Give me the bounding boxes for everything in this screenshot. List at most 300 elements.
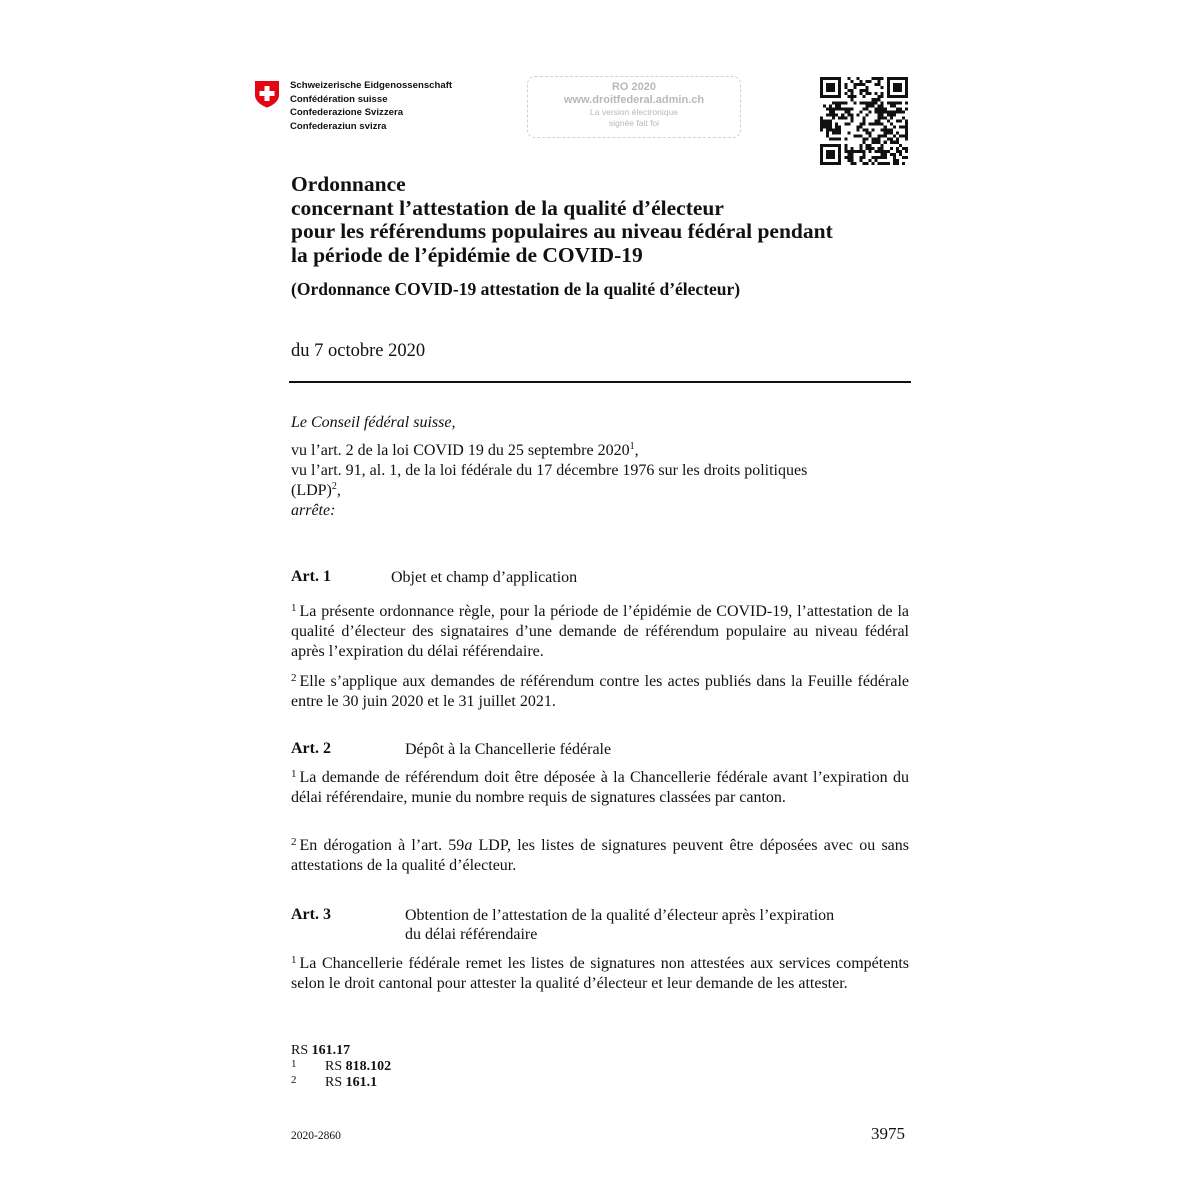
qr-module	[875, 141, 878, 144]
qr-module	[820, 89, 823, 92]
qr-module	[850, 113, 853, 116]
qr-module	[844, 138, 847, 141]
qr-module	[829, 138, 832, 141]
qr-module	[878, 80, 881, 83]
qr-module	[896, 141, 899, 144]
qr-module	[856, 150, 859, 153]
qr-module	[826, 129, 829, 132]
qr-module	[829, 129, 832, 132]
article-2-paragraph-1	[291, 768, 909, 808]
qr-module	[826, 135, 829, 138]
qr-module	[832, 113, 835, 116]
qr-module	[878, 95, 881, 98]
qr-module	[905, 92, 908, 95]
qr-module	[893, 141, 896, 144]
qr-module	[878, 123, 881, 126]
legal-basis-text: (LDP)	[291, 482, 332, 499]
qr-module	[884, 135, 887, 138]
qr-module	[869, 110, 872, 113]
qr-module	[820, 126, 823, 129]
qr-module	[875, 119, 878, 122]
qr-module	[890, 141, 893, 144]
qr-module	[866, 92, 869, 95]
qr-module	[844, 116, 847, 119]
qr-module	[881, 107, 884, 110]
qr-module	[832, 150, 835, 153]
qr-module	[859, 126, 862, 129]
qr-module	[826, 77, 829, 80]
qr-module	[838, 80, 841, 83]
qr-module	[905, 107, 908, 110]
qr-module	[896, 150, 899, 153]
qr-module	[841, 107, 844, 110]
qr-module	[893, 159, 896, 162]
qr-module	[847, 95, 850, 98]
article-title	[405, 906, 834, 944]
qr-module	[902, 95, 905, 98]
qr-module	[838, 95, 841, 98]
qr-module	[899, 95, 902, 98]
qr-module	[899, 86, 902, 89]
qr-module	[872, 129, 875, 132]
qr-module	[838, 92, 841, 95]
qr-module	[869, 92, 872, 95]
qr-module	[902, 156, 905, 159]
qr-module	[823, 126, 826, 129]
qr-module	[844, 101, 847, 104]
qr-module	[905, 83, 908, 86]
confederation-line: Confederazione Svizzera	[290, 107, 404, 118]
qr-module	[862, 116, 865, 119]
qr-module	[832, 89, 835, 92]
qr-module	[899, 101, 902, 104]
qr-module	[866, 89, 869, 92]
qr-module	[872, 98, 875, 101]
footnote-number: 2	[291, 1074, 297, 1086]
qr-module	[829, 150, 832, 153]
article-title: Objet et champ d’application	[391, 569, 578, 586]
qr-module	[866, 147, 869, 150]
qr-module	[826, 95, 829, 98]
qr-module	[838, 77, 841, 80]
qr-module	[875, 156, 878, 159]
title-divider	[289, 381, 911, 383]
rs-reference	[291, 1043, 350, 1059]
qr-module	[869, 147, 872, 150]
qr-module	[856, 135, 859, 138]
article-number: Art. 2	[291, 740, 331, 757]
qr-module	[847, 89, 850, 92]
qr-module	[866, 107, 869, 110]
qr-module	[859, 150, 862, 153]
qr-module	[905, 77, 908, 80]
qr-module	[832, 101, 835, 104]
qr-module	[820, 156, 823, 159]
qr-module	[881, 116, 884, 119]
qr-module	[878, 156, 881, 159]
qr-module	[866, 104, 869, 107]
qr-module	[859, 159, 862, 162]
qr-module	[896, 162, 899, 165]
qr-module	[832, 129, 835, 132]
qr-module	[838, 126, 841, 129]
qr-module	[881, 113, 884, 116]
qr-module	[862, 129, 865, 132]
qr-module	[887, 132, 890, 135]
punctuation: ,	[336, 482, 341, 499]
qr-module	[859, 80, 862, 83]
qr-module	[841, 113, 844, 116]
qr-module	[878, 162, 881, 165]
qr-module	[835, 101, 838, 104]
qr-module	[896, 138, 899, 141]
qr-module	[847, 113, 850, 116]
qr-module	[826, 89, 829, 92]
qr-module	[896, 132, 899, 135]
qr-module	[884, 107, 887, 110]
qr-module	[905, 126, 908, 129]
paragraph-number: 1	[291, 768, 297, 780]
qr-module	[829, 95, 832, 98]
qr-module	[878, 110, 881, 113]
qr-module	[847, 150, 850, 153]
qr-module	[820, 116, 823, 119]
qr-module	[872, 77, 875, 80]
qr-module	[853, 86, 856, 89]
rs-prefix: RS	[325, 1075, 343, 1090]
qr-module	[823, 77, 826, 80]
qr-module	[850, 162, 853, 165]
qr-module	[850, 150, 853, 153]
qr-module	[896, 86, 899, 89]
qr-module	[905, 138, 908, 141]
qr-module	[847, 156, 850, 159]
qr-module	[881, 162, 884, 165]
qr-module	[832, 162, 835, 165]
qr-module	[896, 89, 899, 92]
qr-module	[902, 162, 905, 165]
qr-module	[905, 150, 908, 153]
qr-module	[826, 132, 829, 135]
page-number: 3975	[871, 1124, 905, 1143]
qr-module	[878, 113, 881, 116]
article-2-paragraph-2	[291, 836, 909, 876]
qr-module	[890, 101, 893, 104]
qr-module	[899, 83, 902, 86]
qr-module	[887, 138, 890, 141]
qr-module	[862, 153, 865, 156]
qr-module	[820, 83, 823, 86]
qr-module	[887, 119, 890, 122]
qr-module	[838, 86, 841, 89]
qr-module	[862, 107, 865, 110]
qr-module	[887, 92, 890, 95]
qr-module	[850, 147, 853, 150]
article-1-paragraph-2	[291, 672, 909, 712]
qr-module	[887, 110, 890, 113]
qr-module	[866, 138, 869, 141]
qr-module	[859, 147, 862, 150]
qr-module	[853, 135, 856, 138]
qr-module	[878, 150, 881, 153]
article-1-heading	[291, 568, 331, 586]
qr-module	[820, 144, 823, 147]
qr-module	[820, 95, 823, 98]
qr-module	[832, 95, 835, 98]
qr-module	[835, 123, 838, 126]
qr-module	[826, 123, 829, 126]
qr-module	[862, 123, 865, 126]
qr-module	[862, 89, 865, 92]
confederation-line: Schweizerische Eidgenossenschaft	[290, 80, 453, 91]
document-id: 2020-2860	[291, 1130, 341, 1142]
qr-module	[875, 107, 878, 110]
qr-module	[887, 80, 890, 83]
qr-module	[829, 123, 832, 126]
qr-module	[829, 156, 832, 159]
footnote-ref: 1	[629, 441, 635, 452]
qr-module	[832, 107, 835, 110]
qr-module	[844, 156, 847, 159]
qr-module	[850, 80, 853, 83]
qr-module	[902, 126, 905, 129]
qr-module	[893, 89, 896, 92]
qr-module	[820, 80, 823, 83]
article-title: Dépôt à la Chancellerie fédérale	[405, 741, 612, 758]
short-title: (Ordonnance COVID-19 attestation de la qualité d’électeur)	[291, 279, 741, 299]
qr-module	[850, 153, 853, 156]
footnote-ref: 2	[331, 481, 337, 492]
qr-module	[847, 110, 850, 113]
title-line: pour les référendums populaires au niveau fédéral pendant	[291, 219, 833, 243]
qr-module	[887, 83, 890, 86]
qr-module	[884, 153, 887, 156]
title-line: la période de l’épidémie de COVID-19	[291, 242, 643, 267]
qr-module	[869, 135, 872, 138]
qr-module	[872, 162, 875, 165]
qr-module	[899, 150, 902, 153]
qr-module	[859, 135, 862, 138]
qr-module	[866, 144, 869, 147]
qr-module	[829, 89, 832, 92]
qr-module	[905, 135, 908, 138]
qr-module	[847, 107, 850, 110]
qr-module	[896, 101, 899, 104]
qr-module	[853, 95, 856, 98]
qr-module	[887, 162, 890, 165]
qr-module	[835, 104, 838, 107]
qr-module	[887, 150, 890, 153]
qr-module	[890, 132, 893, 135]
qr-module	[893, 153, 896, 156]
qr-module	[866, 86, 869, 89]
qr-module	[890, 129, 893, 132]
qr-module	[872, 156, 875, 159]
qr-module	[862, 119, 865, 122]
qr-module	[847, 159, 850, 162]
qr-module	[905, 156, 908, 159]
footnotes	[291, 1043, 392, 1091]
qr-module	[820, 162, 823, 165]
qr-module	[884, 156, 887, 159]
qr-module	[884, 110, 887, 113]
qr-module	[844, 147, 847, 150]
qr-module	[856, 83, 859, 86]
qr-module	[896, 159, 899, 162]
qr-module	[859, 123, 862, 126]
qr-module	[881, 104, 884, 107]
qr-module	[878, 116, 881, 119]
qr-module	[881, 150, 884, 153]
qr-module	[884, 150, 887, 153]
qr-module	[835, 138, 838, 141]
qr-module	[872, 147, 875, 150]
qr-module	[859, 110, 862, 113]
title-line: concernant l’attestation de la qualité d’électeur	[291, 195, 724, 220]
title-line: Ordonnance	[291, 172, 406, 196]
qr-module	[899, 119, 902, 122]
qr-module	[838, 144, 841, 147]
footnote	[291, 1058, 392, 1075]
stamp-url: www.droitfederal.admin.ch	[563, 94, 705, 106]
qr-module	[887, 89, 890, 92]
qr-module	[832, 86, 835, 89]
qr-module	[826, 162, 829, 165]
qr-module	[820, 123, 823, 126]
qr-module	[881, 129, 884, 132]
qr-module	[890, 77, 893, 80]
qr-module	[850, 107, 853, 110]
qr-module	[866, 113, 869, 116]
qr-module	[823, 162, 826, 165]
qr-module	[844, 83, 847, 86]
qr-module	[893, 156, 896, 159]
qr-module	[829, 153, 832, 156]
qr-module	[890, 116, 893, 119]
qr-module	[859, 144, 862, 147]
qr-module	[820, 77, 823, 80]
qr-module	[856, 126, 859, 129]
qr-module	[832, 83, 835, 86]
qr-module	[875, 98, 878, 101]
paragraph-text: La Chancellerie fédérale remet les listes de signatures non attestées aux services compétents selon le droit cantonal pour attester la qualité d’électeur et leur demande de les attester.	[291, 955, 909, 992]
rs-number: 161.17	[311, 1043, 351, 1058]
qr-module	[884, 162, 887, 165]
swiss-cross-icon	[254, 80, 280, 108]
qr-module	[893, 126, 896, 129]
qr-module	[853, 162, 856, 165]
qr-module	[826, 107, 829, 110]
qr-module	[844, 150, 847, 153]
qr-module	[866, 101, 869, 104]
qr-module	[844, 92, 847, 95]
qr-module	[893, 83, 896, 86]
qr-module	[878, 119, 881, 122]
qr-module	[835, 132, 838, 135]
qr-module	[905, 119, 908, 122]
qr-module	[875, 138, 878, 141]
qr-module	[866, 132, 869, 135]
qr-module	[899, 77, 902, 80]
qr-module	[905, 95, 908, 98]
qr-module	[826, 126, 829, 129]
paragraph-number: 2	[291, 836, 297, 848]
qr-module	[890, 95, 893, 98]
qr-module	[829, 104, 832, 107]
qr-module	[902, 110, 905, 113]
qr-module	[820, 119, 823, 122]
qr-module	[905, 86, 908, 89]
footnote-text	[325, 1059, 391, 1075]
qr-module	[838, 107, 841, 110]
paragraph-text: Elle s’applique aux demandes de référendum contre les actes publiés dans la Feuille fédérale entre le 30 juin 2020 et le 31 juillet 2021.	[291, 673, 909, 710]
qr-module	[884, 132, 887, 135]
rs-number: 161.1	[345, 1075, 378, 1090]
stamp-note: signée fait foi	[608, 118, 660, 128]
qr-module	[838, 150, 841, 153]
qr-module	[893, 77, 896, 80]
qr-module	[893, 162, 896, 165]
article-number: Art. 1	[291, 568, 331, 585]
qr-module	[838, 89, 841, 92]
document-title	[291, 173, 931, 267]
qr-module	[832, 156, 835, 159]
qr-module	[893, 104, 896, 107]
qr-module	[866, 80, 869, 83]
qr-module	[862, 138, 865, 141]
qr-module	[859, 92, 862, 95]
qr-module	[835, 95, 838, 98]
qr-module	[893, 135, 896, 138]
qr-module	[835, 129, 838, 132]
qr-module	[823, 95, 826, 98]
qr-module	[884, 141, 887, 144]
qr-module	[890, 153, 893, 156]
qr-module	[890, 113, 893, 116]
qr-module	[844, 144, 847, 147]
qr-module	[826, 150, 829, 153]
qr-module	[887, 113, 890, 116]
qr-module	[859, 101, 862, 104]
footnote-number: 1	[291, 1058, 297, 1070]
qr-module	[875, 77, 878, 80]
qr-module	[850, 119, 853, 122]
qr-module	[829, 107, 832, 110]
qr-module	[826, 153, 829, 156]
stamp-ro: RO 2020	[611, 81, 657, 93]
footnote-text	[325, 1075, 377, 1091]
qr-module	[829, 162, 832, 165]
qr-module	[872, 141, 875, 144]
qr-module	[835, 126, 838, 129]
qr-module	[869, 159, 872, 162]
qr-module	[862, 156, 865, 159]
qr-module	[887, 77, 890, 80]
preamble	[291, 413, 911, 521]
stamp-note: La version électronique	[590, 107, 678, 117]
confederation-line: Confédération suisse	[290, 93, 388, 105]
qr-module	[881, 95, 884, 98]
article-3-paragraph-1	[291, 954, 909, 994]
qr-module	[875, 159, 878, 162]
qr-module	[853, 150, 856, 153]
qr-module	[838, 83, 841, 86]
qr-module	[872, 101, 875, 104]
qr-module	[832, 116, 835, 119]
qr-module	[850, 89, 853, 92]
qr-module	[823, 104, 826, 107]
qr-module	[829, 86, 832, 89]
